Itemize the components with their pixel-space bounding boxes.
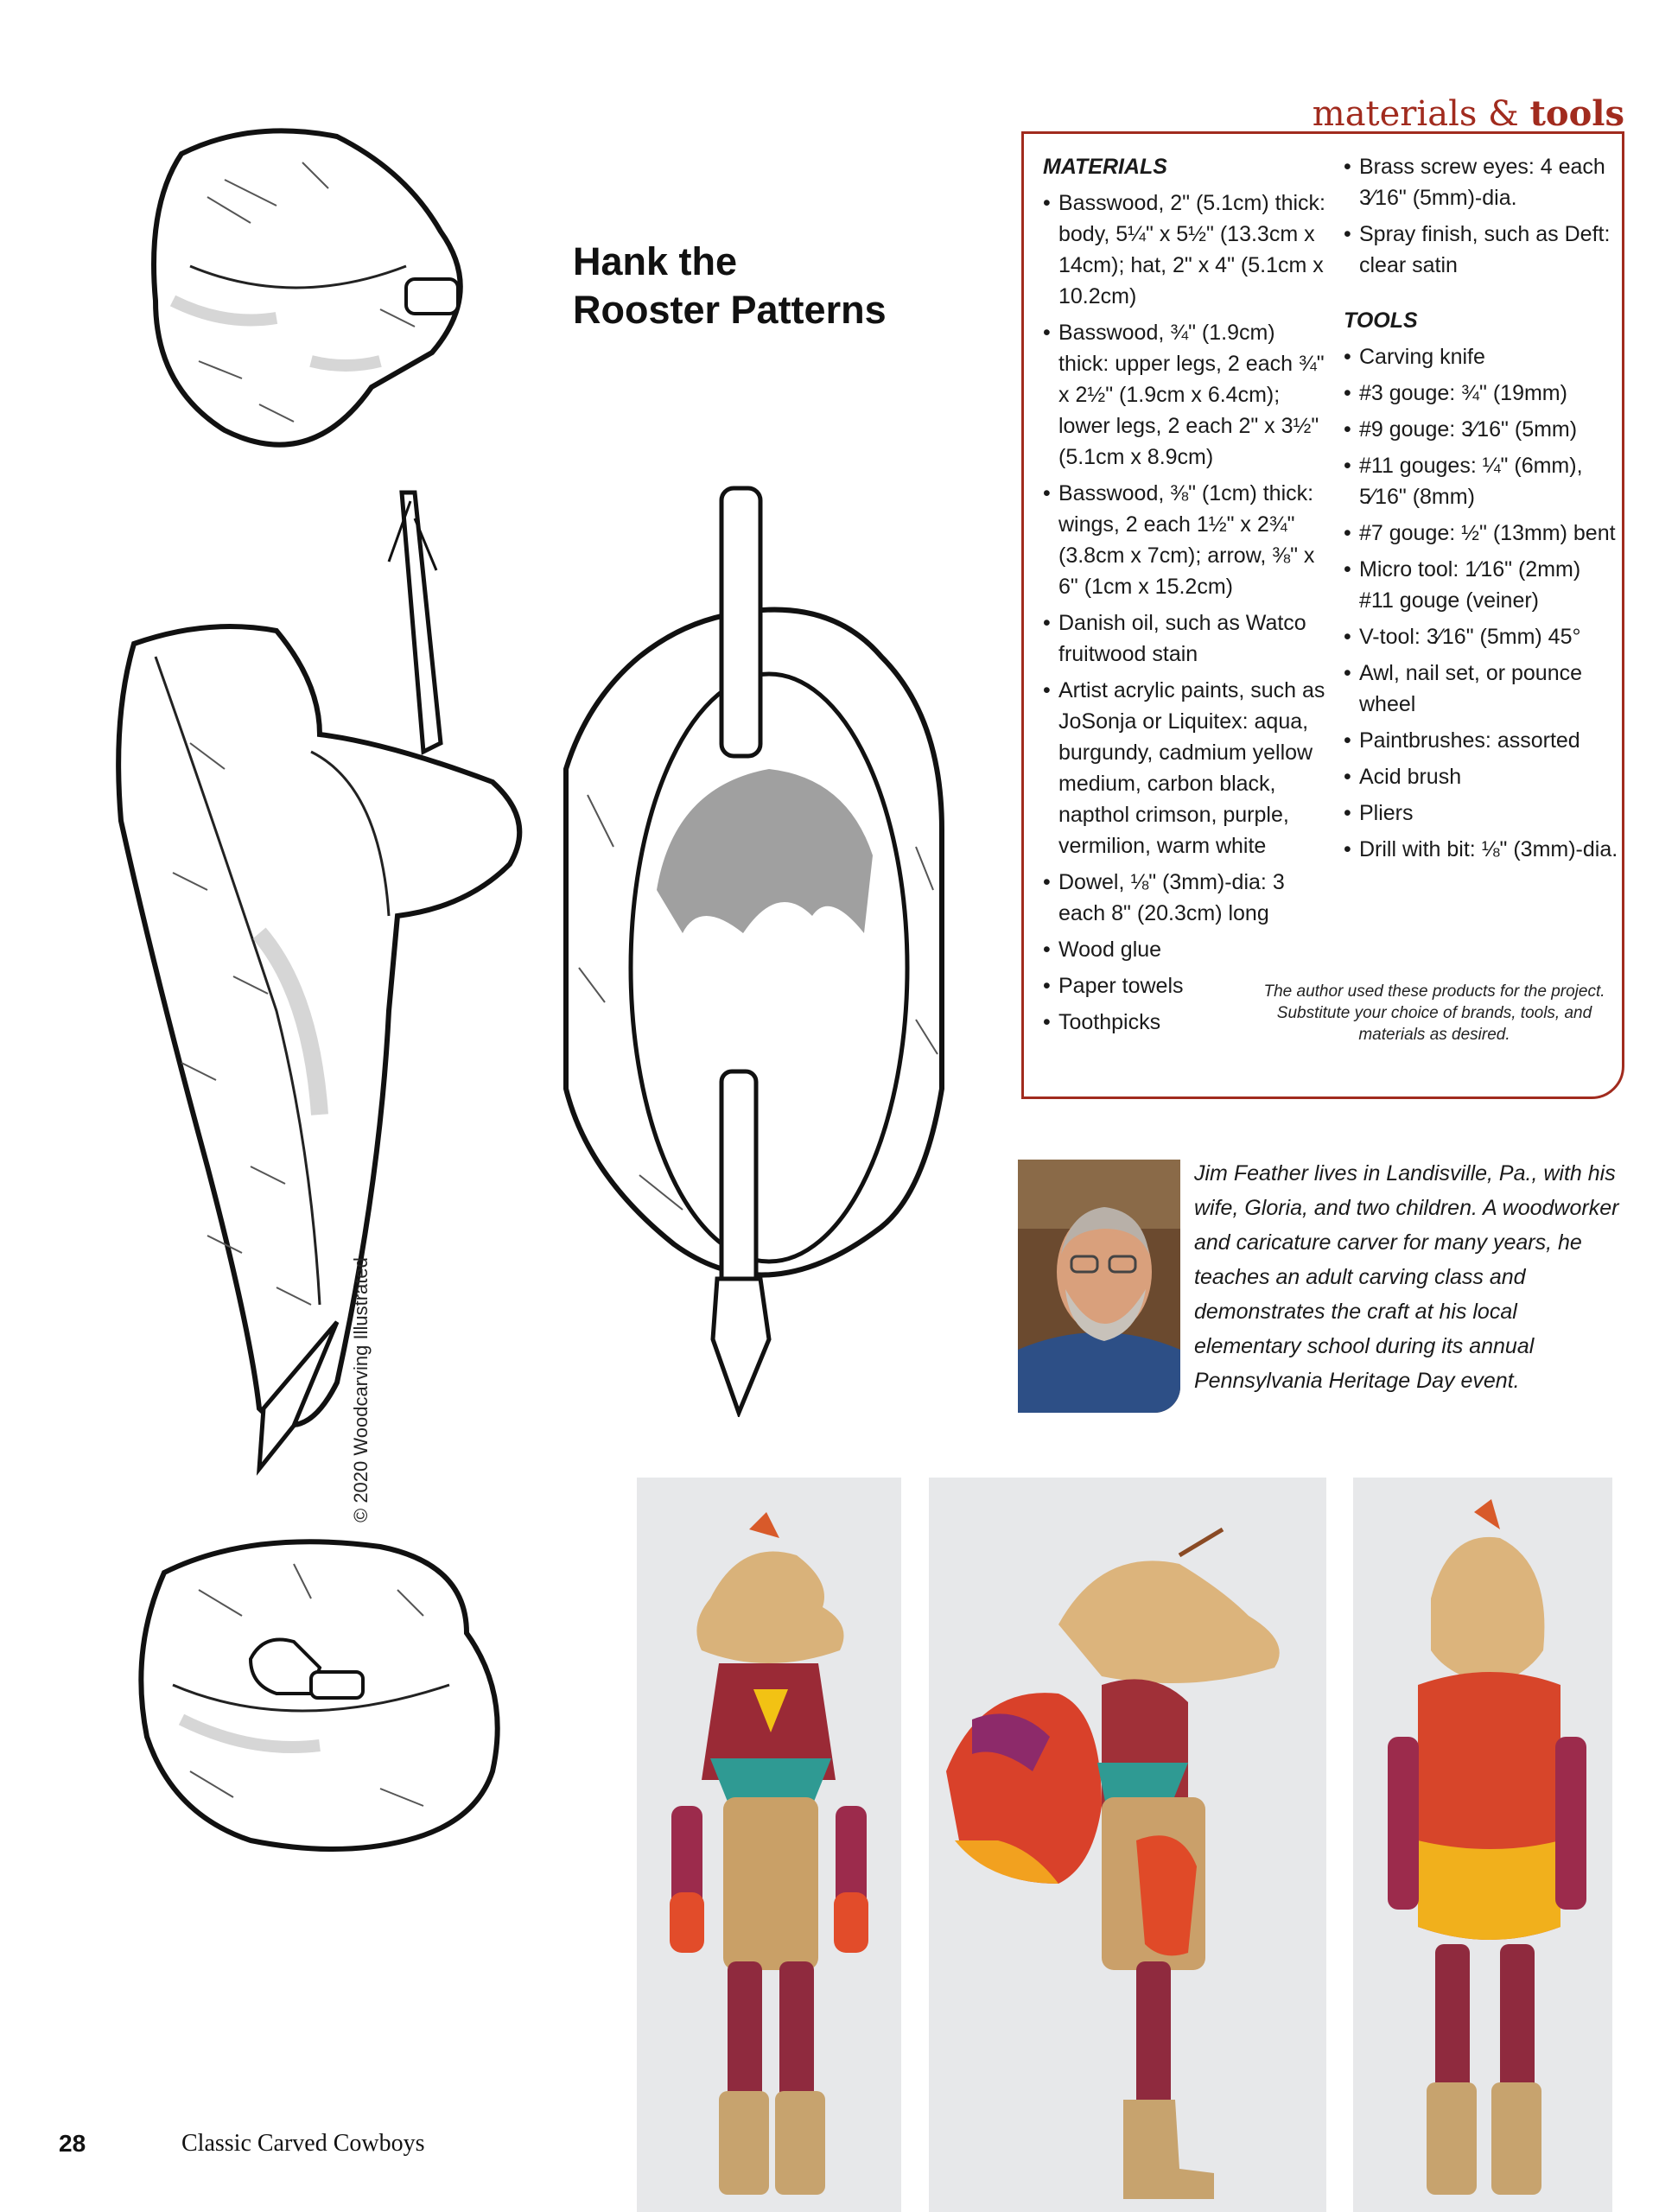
list-item: • #11 gouges: ¼" (6mm), 5⁄16" (8mm) [1344, 450, 1620, 512]
list-item: • Artist acrylic paints, such as JoSonja or Liquitex: aqua, burgundy, cadmium yellow medium, carbon black, napthol crimson, purple, vermilion, warm white [1043, 675, 1328, 861]
list-item: • Awl, nail set, or pounce wheel [1344, 658, 1620, 720]
list-item: • Micro tool: 1⁄16" (2mm) #11 gouge (veiner) [1344, 554, 1620, 616]
materials-column [1043, 151, 1328, 1043]
hat-pattern-front [121, 1512, 544, 1875]
list-item: • Drill with bit: ⅛" (3mm)-dia. [1344, 834, 1620, 865]
materials-tools-heading [1313, 93, 1624, 134]
tools-column [1344, 151, 1620, 870]
author-photo [1018, 1160, 1180, 1413]
list-item: • Spray finish, such as Deft: clear satin [1344, 219, 1620, 281]
list-item: • V-tool: 3⁄16" (5mm) 45° [1344, 621, 1620, 652]
list-item: • #3 gouge: ¾" (19mm) [1344, 378, 1620, 409]
list-item: • Brass screw eyes: 4 each 3⁄16" (5mm)-dia. [1344, 151, 1620, 213]
materials-title: MATERIALS [1043, 155, 1167, 179]
list-item: • Carving knife [1344, 341, 1620, 372]
page-number: 28 [59, 2130, 86, 2157]
list-item: • Dowel, ⅛" (3mm)-dia: 3 each 8" (20.3cm) long [1043, 867, 1328, 929]
list-item: • Basswood, ¾" (1.9cm) thick: upper legs, 2 each ¾" x 2½" (1.9cm x 6.4cm); lower legs, 2 each 2" x 3½" (5.1cm x 8.9cm) [1043, 317, 1328, 473]
list-item: • #7 gouge: ½" (13mm) bent [1344, 518, 1620, 549]
pattern-title-line-1: Hank the [573, 239, 738, 283]
list-item: • #9 gouge: 3⁄16" (5mm) [1344, 414, 1620, 445]
list-item: • Pliers [1344, 798, 1620, 829]
rooster-photo-back [1353, 1478, 1612, 2212]
hat-pattern-side [104, 458, 553, 1495]
tools-title: TOOLS [1344, 308, 1418, 333]
materials-tools-light: materials & [1312, 94, 1519, 134]
list-item: • Basswood, 2" (5.1cm) thick: body, 5¼" x 5½" (13.3cm x 14cm); hat, 2" x 4" (5.1cm x 10.2cm) [1043, 188, 1328, 312]
list-item: • Danish oil, such as Watco fruitwood stain [1043, 607, 1328, 670]
hat-pattern-back [553, 484, 1002, 1417]
hat-pattern-top [121, 102, 527, 491]
materials-tools-box [1021, 131, 1624, 1099]
materials-tools-bold: tools [1529, 93, 1624, 134]
copyright-notice: © 2020 Woodcarving Illustrated [350, 1257, 372, 1522]
list-item: • Toothpicks [1043, 1007, 1328, 1038]
products-note: The author used these products for the project. Substitute your choice of brands, tools, and materials as desired. [1263, 982, 1605, 1044]
pattern-title [573, 238, 936, 334]
list-item: • Paintbrushes: assorted [1344, 725, 1620, 756]
rooster-photo-side [929, 1478, 1326, 2212]
pattern-title-line-2: Rooster Patterns [573, 288, 887, 332]
author-bio: Jim Feather lives in Landisville, Pa., with his wife, Gloria, and two children. A woodworker and caricature carver for many years, he teaches an adult carving class and demonstrates the craft at his local elementary school during its annual Pennsylvania Heritage Day event. [1194, 1161, 1619, 1393]
list-item: • Acid brush [1344, 761, 1620, 792]
list-item: • Paper towels [1043, 970, 1328, 1001]
list-item: • Basswood, ⅜" (1cm) thick: wings, 2 each 1½" x 2¾" (3.8cm x 7cm); arrow, ⅜" x 6" (1cm x 15.2cm) [1043, 478, 1328, 602]
magazine-title: Classic Carved Cowboys [181, 2130, 425, 2157]
list-item: • Wood glue [1043, 934, 1328, 965]
rooster-photo-front [637, 1478, 901, 2212]
